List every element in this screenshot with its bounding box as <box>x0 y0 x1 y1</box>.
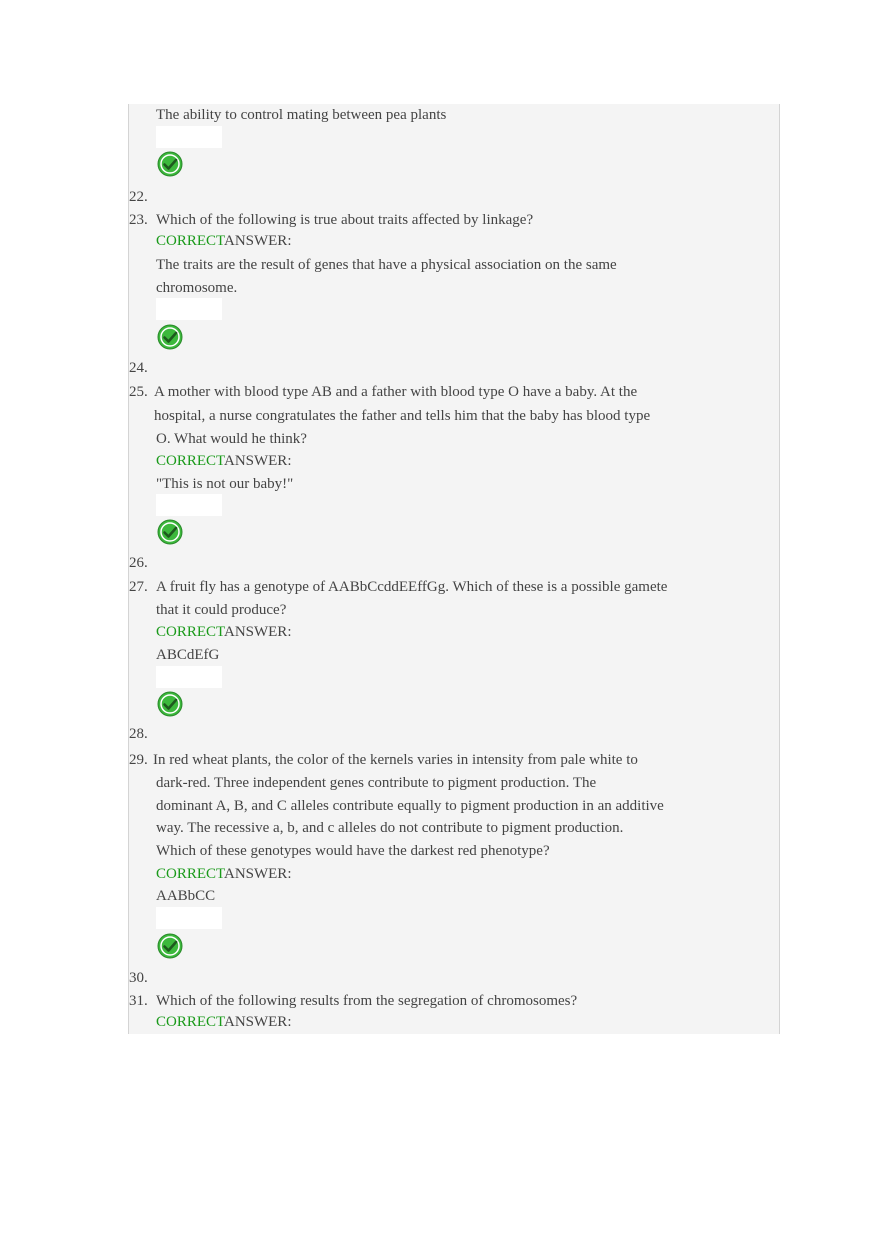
question-text: way. The recessive a, b, and c alleles do not contribute to pigment production. <box>156 820 624 836</box>
question-text: Which of the following results from the segregation of chromosomes? <box>156 993 578 1009</box>
question-number: 27. <box>129 579 148 595</box>
correct-answer-label <box>156 1013 291 1031</box>
answer-word: ANSWER: <box>223 233 292 249</box>
answer-text: The traits are the result of genes that have a physical association on the same <box>156 257 617 273</box>
question-text: dominant A, B, and C alleles contribute equally to pigment production in an additive <box>156 798 664 814</box>
correct-word: CORRECT <box>156 233 224 249</box>
correct-answer-label <box>156 623 291 641</box>
question-number: 31. <box>129 993 148 1009</box>
answer-box <box>156 298 222 320</box>
check-circle-icon <box>157 519 183 545</box>
answer-word: ANSWER: <box>223 624 292 640</box>
check-circle-icon <box>157 151 183 177</box>
answer-box <box>156 494 222 516</box>
question-number: 23. <box>129 212 148 228</box>
question-text: Which of the following is true about traits affected by linkage? <box>156 212 534 228</box>
answer-word: ANSWER: <box>223 453 292 469</box>
check-circle-icon <box>157 933 183 959</box>
question-text: O. What would he think? <box>156 431 307 447</box>
correct-word: CORRECT <box>156 624 224 640</box>
answer-text: chromosome. <box>156 280 238 296</box>
question-text: that it could produce? <box>156 602 287 618</box>
correct-answer-label <box>156 452 291 470</box>
correct-answer-label <box>156 865 291 883</box>
item-number: 26. <box>129 555 148 571</box>
question-number: 25. <box>129 384 148 400</box>
answer-box <box>156 907 222 929</box>
check-circle-icon <box>157 324 183 350</box>
answer-text: "This is not our baby!" <box>156 476 294 492</box>
correct-word: CORRECT <box>156 453 224 469</box>
question-text: Which of these genotypes would have the darkest red phenotype? <box>156 843 550 859</box>
question-text: A mother with blood type AB and a father with blood type O have a baby. At the <box>154 384 638 400</box>
answer-text: AABbCC <box>156 888 216 904</box>
answer-box <box>156 666 222 688</box>
question-text: In red wheat plants, the color of the kernels varies in intensity from pale white to <box>153 752 638 768</box>
check-circle-icon <box>157 691 183 717</box>
answer-text: The ability to control mating between pea plants <box>156 107 447 123</box>
item-number: 24. <box>129 360 148 376</box>
question-text: dark-red. Three independent genes contribute to pigment production. The <box>156 775 597 791</box>
item-number: 30. <box>129 970 148 986</box>
answer-word: ANSWER: <box>223 866 292 882</box>
item-number: 28. <box>129 726 148 742</box>
correct-word: CORRECT <box>156 1014 224 1030</box>
answer-box <box>156 126 222 148</box>
question-text: A fruit fly has a genotype of AABbCcddEEffGg. Which of these is a possible gamete <box>156 579 668 595</box>
item-number: 22. <box>129 189 148 205</box>
question-text: hospital, a nurse congratulates the father and tells him that the baby has blood type <box>154 408 651 424</box>
correct-answer-label <box>156 232 291 250</box>
correct-word: CORRECT <box>156 866 224 882</box>
answer-text: ABCdEfG <box>156 647 220 663</box>
question-number: 29. <box>129 752 148 768</box>
answer-word: ANSWER: <box>223 1014 292 1030</box>
